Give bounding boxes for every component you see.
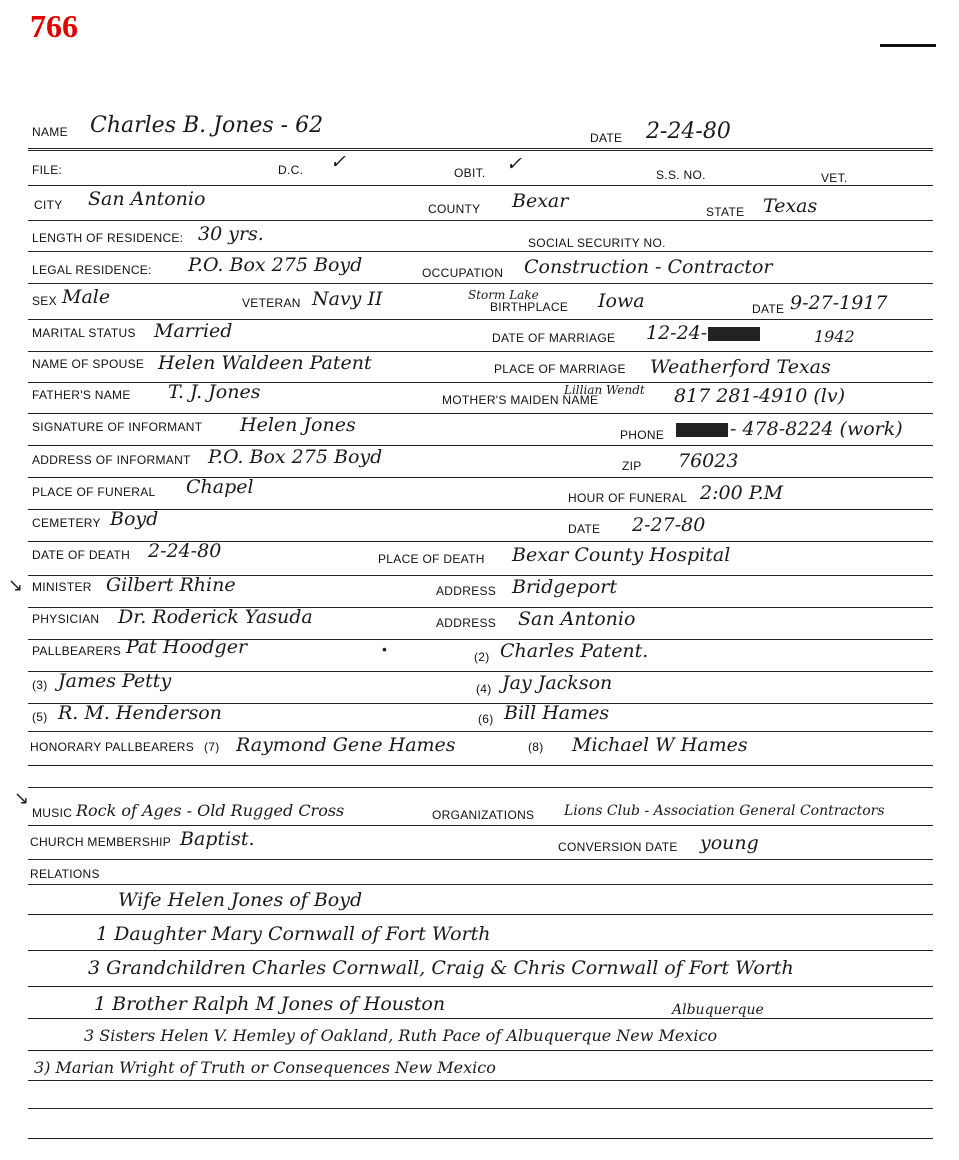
relations-rule-5: [28, 1050, 933, 1051]
relations-rule-6: [28, 1080, 933, 1081]
signature-of-informant-value: Helen Jones: [240, 414, 356, 436]
county-label: COUNTY: [428, 202, 481, 216]
row-pallbearers-2: [28, 670, 933, 704]
legal-residence-label: LEGAL RESIDENCE:: [32, 263, 152, 277]
address-of-informant-label: ADDRESS OF INFORMANT: [32, 453, 191, 467]
row-residence-length: [28, 222, 933, 252]
legal-residence-value: P.O. Box 275 Boyd: [188, 254, 363, 276]
birthplace-value: Iowa: [598, 290, 645, 312]
dc-label: D.C.: [278, 163, 304, 177]
relation-line-2: 1 Daughter Mary Cornwall of Fort Worth: [96, 923, 491, 945]
name-of-spouse-value: Helen Waldeen Patent: [158, 352, 372, 374]
row-sex: [28, 285, 933, 320]
honorary-7-num: (7): [204, 740, 220, 754]
place-of-death-label: PLACE OF DEATH: [378, 552, 485, 566]
pallbearer-3-num: (3): [32, 678, 48, 692]
row-file: [28, 150, 933, 186]
church-membership-value: Baptist.: [180, 828, 255, 850]
length-of-residence-label: LENGTH OF RESIDENCE:: [32, 231, 184, 245]
sex-label: SEX: [32, 294, 57, 308]
pallbearer-3-value: James Petty: [58, 670, 172, 692]
file-label: FILE:: [32, 163, 63, 177]
length-of-residence-value: 30 yrs.: [198, 223, 264, 245]
relation-line-5: 3 Sisters Helen V. Hemley of Oakland, Ruth Pace of Albuquerque New Mexico: [84, 1026, 718, 1045]
date-value: 2-24-80: [646, 119, 731, 144]
relations-label: RELATIONS: [30, 867, 100, 881]
obit-check: ✓: [506, 153, 522, 175]
honorary-8-value: Michael W Hames: [572, 734, 748, 756]
row-minister: [28, 574, 933, 608]
row-honorary-pallbearers: [28, 733, 933, 766]
city-value: San Antonio: [88, 188, 206, 210]
cemetery-date-value: 2-27-80: [632, 514, 706, 536]
phone-label: PHONE: [620, 428, 665, 442]
date-label: DATE: [590, 131, 623, 145]
dot-mark: •: [382, 641, 387, 657]
music-value: Rock of Ages - Old Rugged Cross: [76, 801, 345, 820]
pallbearer-4-num: (4): [476, 682, 492, 696]
row-spouse: [28, 353, 933, 383]
sex-value: Male: [62, 286, 111, 308]
zip-label: ZIP: [622, 459, 642, 473]
minister-value: Gilbert Rhine: [106, 574, 236, 596]
place-of-funeral-value: Chapel: [186, 476, 254, 498]
hour-of-funeral-value: 2:00 P.M: [700, 482, 784, 504]
minister-address-label: ADDRESS: [436, 584, 497, 598]
relations-rule-2: [28, 950, 933, 951]
dc-check: ✓: [330, 151, 346, 173]
relations-rule-0: [28, 884, 933, 885]
pallbearer-2-value: Charles Patent.: [500, 640, 649, 662]
arrow-mark: ↘: [8, 575, 24, 595]
music-label: MUSIC: [32, 806, 73, 820]
state-value: Texas: [763, 195, 818, 217]
date-of-death-label: DATE OF DEATH: [32, 548, 131, 562]
row-informant-signature: [28, 415, 933, 446]
pallbearer-5-value: R. M. Henderson: [58, 702, 222, 724]
organizations-value: Lions Club - Association General Contractors: [564, 803, 885, 819]
physician-address-label: ADDRESS: [436, 616, 497, 630]
marital-status-value: Married: [154, 320, 233, 342]
zip-value: 76023: [678, 450, 739, 472]
pallbearers-label: PALLBEARERS: [32, 644, 122, 658]
honorary-pallbearers-label: HONORARY PALLBEARERS: [30, 740, 195, 754]
mothers-maiden-name-label: MOTHER'S MAIDEN NAME: [442, 393, 599, 407]
social-security-label: SOCIAL SECURITY NO.: [528, 236, 666, 250]
birth-date-label: DATE: [752, 302, 785, 316]
organizations-label: ORGANIZATIONS: [432, 808, 535, 822]
row-pallbearers-3: [28, 702, 933, 732]
row-marital-status: [28, 321, 933, 352]
birthplace-note: Storm Lake: [468, 288, 539, 302]
cemetery-date-label: DATE: [568, 522, 601, 536]
pallbearer-1-value: Pat Hoodger: [126, 636, 248, 658]
row-legal-residence: [28, 253, 933, 284]
phone-value: - 478-8224 (work): [730, 418, 903, 440]
veteran-label: VETERAN: [242, 296, 301, 310]
occupation-value: Construction - Contractor: [524, 256, 773, 278]
relation-line-4: 1 Brother Ralph M Jones of Houston: [94, 993, 446, 1015]
row-funeral: [28, 476, 933, 510]
honorary-8-num: (8): [528, 740, 544, 754]
row-name: [28, 112, 933, 151]
arrow-mark-2: ↘: [14, 788, 30, 808]
vet-label: VET.: [821, 171, 848, 185]
row-parents: [28, 381, 933, 414]
ss-no-label: S.S. NO.: [656, 168, 706, 182]
pallbearer-6-num: (6): [478, 712, 494, 726]
pallbearer-6-value: Bill Hames: [504, 702, 610, 724]
mothers-phone-value: 817 281-4910 (lv): [674, 385, 846, 407]
minister-address-value: Bridgeport: [512, 576, 618, 598]
date-of-marriage-value: 12-24-: [646, 322, 708, 344]
date-of-death-value: 2-24-80: [148, 540, 222, 562]
place-of-marriage-value: Weatherford Texas: [650, 356, 831, 378]
scribbled-out-mark: [708, 327, 760, 341]
name-of-spouse-label: NAME OF SPOUSE: [32, 357, 145, 371]
row-cemetery: [28, 508, 933, 542]
conversion-date-value: young: [700, 832, 759, 854]
page-number: 766: [30, 8, 78, 44]
relations-rule-3: [28, 986, 933, 987]
corner-mark: [880, 44, 936, 47]
pallbearer-2-num: (2): [474, 650, 490, 664]
row-music: [28, 789, 933, 826]
fathers-name-label: FATHER'S NAME: [32, 388, 131, 402]
physician-address-value: San Antonio: [518, 608, 636, 630]
relations-rule-7: [28, 1108, 933, 1109]
mothers-maiden-name-value: Lillian Wendt: [564, 383, 645, 397]
cemetery-label: CEMETERY: [32, 516, 101, 530]
pallbearer-4-value: Jay Jackson: [502, 672, 613, 694]
signature-of-informant-label: SIGNATURE OF INFORMANT: [32, 420, 203, 434]
fathers-name-value: T. J. Jones: [168, 381, 261, 403]
name-label: NAME: [32, 125, 68, 139]
phone-scribble: [676, 423, 728, 437]
occupation-label: OCCUPATION: [422, 266, 504, 280]
address-of-informant-value: P.O. Box 275 Boyd: [208, 446, 383, 468]
pallbearer-5-num: (5): [32, 710, 48, 724]
place-of-death-value: Bexar County Hospital: [512, 544, 731, 566]
county-value: Bexar: [512, 190, 569, 212]
relation-line-1: Wife Helen Jones of Boyd: [118, 889, 363, 911]
row-pallbearers-1: [28, 636, 933, 672]
physician-value: Dr. Roderick Yasuda: [118, 606, 313, 628]
veteran-value: Navy II: [312, 288, 383, 310]
state-label: STATE: [706, 205, 745, 219]
hour-of-funeral-label: HOUR OF FUNERAL: [568, 491, 688, 505]
cemetery-value: Boyd: [110, 508, 159, 530]
minister-label: MINISTER: [32, 580, 92, 594]
relation-line-3: 3 Grandchildren Charles Cornwall, Craig & Chris Cornwall of Fort Worth: [88, 957, 794, 979]
row-death: [28, 540, 933, 576]
relations-rule-4: [28, 1018, 933, 1019]
birth-date-value: 9-27-1917: [790, 292, 888, 314]
marriage-year-value: 1942: [814, 327, 855, 346]
relation-line-6: 3) Marian Wright of Truth or Consequences New Mexico: [34, 1058, 496, 1077]
name-value: Charles B. Jones - 62: [90, 113, 324, 138]
place-of-marriage-label: PLACE OF MARRIAGE: [494, 362, 626, 376]
church-membership-label: CHURCH MEMBERSHIP: [30, 835, 172, 849]
relations-rule-1: [28, 914, 933, 915]
obit-label: OBIT.: [454, 166, 486, 180]
blank-line: [28, 767, 933, 788]
physician-label: PHYSICIAN: [32, 612, 100, 626]
relation-note-albuquerque: Albuquerque: [672, 1002, 764, 1018]
marital-status-label: MARITAL STATUS: [32, 326, 136, 340]
date-of-marriage-label: DATE OF MARRIAGE: [492, 331, 616, 345]
place-of-funeral-label: PLACE OF FUNERAL: [32, 485, 156, 499]
birthplace-label: BIRTHPLACE: [490, 300, 569, 314]
conversion-date-label: CONVERSION DATE: [558, 840, 678, 854]
row-church: [28, 827, 933, 860]
relations-rule-8: [28, 1138, 933, 1139]
honorary-7-value: Raymond Gene Hames: [236, 734, 456, 756]
city-label: CITY: [34, 198, 63, 212]
row-informant-address: [28, 447, 933, 478]
row-city: [28, 187, 933, 221]
